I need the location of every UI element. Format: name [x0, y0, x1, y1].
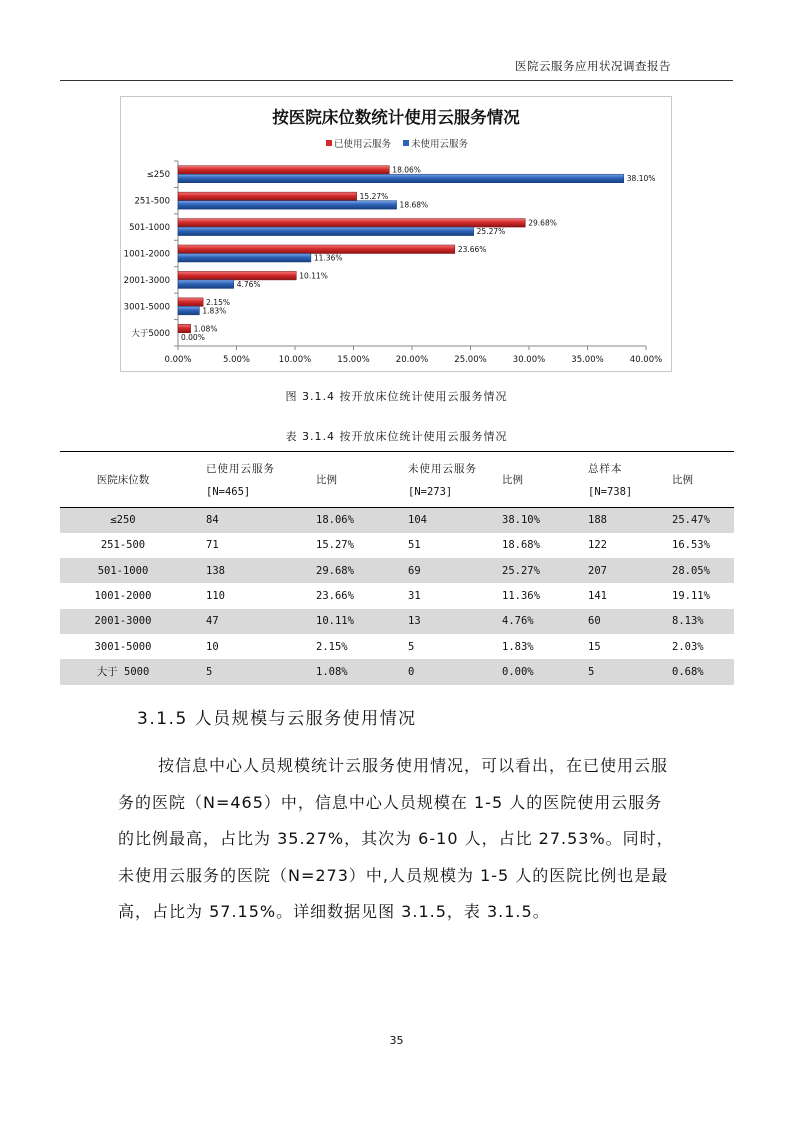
cell-total-ratio: 19.11% — [672, 590, 710, 603]
data-label: 4.76% — [236, 279, 261, 289]
bar-unused — [178, 201, 397, 210]
cell-total-count: 122 — [588, 539, 607, 552]
bed-count-table — [60, 451, 734, 685]
table-row — [60, 558, 734, 583]
table-row — [60, 659, 734, 684]
category-label: 1001-2000 — [123, 249, 170, 260]
chart-legend — [326, 138, 469, 150]
cell-unused-count: 0 — [408, 665, 415, 678]
cell-total-ratio: 28.05% — [672, 564, 710, 577]
header-total-ratio: 比例 — [672, 474, 693, 486]
cell-unused-ratio: 18.68% — [502, 539, 540, 552]
legend-swatch — [326, 140, 332, 146]
cell-used-count: 47 — [206, 615, 219, 628]
category-label: ≤250 — [146, 170, 170, 181]
cell-total-ratio: 2.03% — [672, 640, 704, 653]
cell-bed-count: 1001-2000 — [94, 590, 152, 603]
cell-used-count: 10 — [206, 640, 219, 653]
bar-used — [178, 192, 357, 201]
category-label: 大于5000 — [131, 328, 170, 339]
header-used — [200, 452, 310, 508]
cell-unused-ratio: 4.76% — [502, 615, 534, 628]
cell-bed-count: 2001-3000 — [94, 615, 152, 628]
bar-used — [178, 166, 389, 175]
chart-title: 按医院床位数统计使用云服务情况 — [272, 108, 520, 127]
bar-unused — [178, 306, 199, 315]
chart-plot-area — [124, 161, 663, 365]
category-label: 2001-3000 — [123, 275, 170, 286]
x-tick-label: 40.00% — [629, 355, 663, 365]
data-label: 23.66% — [457, 245, 487, 254]
bar-unused — [178, 280, 234, 289]
x-tick-label: 35.00% — [571, 355, 604, 365]
bar-unused — [178, 254, 311, 263]
cell-used-count: 71 — [206, 539, 219, 552]
cell-unused-ratio: 25.27% — [502, 564, 540, 577]
header-total-label: 总样本 — [588, 463, 623, 475]
bar-used — [178, 219, 525, 228]
cell-unused-ratio: 11.36% — [502, 590, 540, 603]
data-label: 15.27% — [359, 192, 389, 202]
data-label: 18.06% — [392, 165, 421, 175]
data-label: 1.08% — [193, 324, 218, 334]
cell-unused-ratio: 0.00% — [502, 665, 534, 678]
cell-total-ratio: 16.53% — [672, 539, 710, 552]
cell-used-count: 110 — [206, 590, 225, 603]
header-used-n: [N=465] — [206, 486, 251, 498]
cell-bed-count: 大于 5000 — [96, 666, 150, 679]
cell-used-ratio: 2.15% — [316, 640, 348, 653]
header-unused-n: [N=273] — [408, 486, 453, 498]
header-unused-label: 未使用云服务 — [408, 463, 477, 475]
table-header-row — [60, 452, 734, 508]
data-label: 29.68% — [528, 218, 557, 228]
data-label: 38.10% — [626, 174, 656, 184]
cell-bed-count: ≤250 — [110, 514, 136, 527]
cell-used-ratio: 10.11% — [316, 615, 354, 628]
category-label: 501-1000 — [129, 223, 170, 234]
cell-total-ratio: 8.13% — [672, 615, 704, 628]
data-label: 11.36% — [313, 253, 343, 263]
data-label: 18.68% — [399, 200, 429, 210]
cell-unused-count: 51 — [408, 539, 421, 552]
table-row — [60, 508, 734, 533]
cell-total-count: 207 — [588, 564, 607, 577]
cell-total-count: 5 — [588, 665, 595, 678]
cell-unused-count: 104 — [408, 514, 427, 527]
data-label: 1.83% — [202, 306, 227, 316]
table-body — [60, 508, 734, 685]
cell-bed-count: 251-500 — [100, 539, 146, 552]
header-total-n: [N=738] — [588, 486, 633, 498]
bar-used — [178, 298, 203, 307]
cell-used-ratio: 29.68% — [316, 564, 354, 577]
cell-total-count: 188 — [588, 514, 607, 527]
cell-unused-ratio: 1.83% — [502, 640, 534, 653]
x-tick-label: 5.00% — [222, 355, 251, 365]
table-row — [60, 634, 734, 659]
cell-used-ratio: 1.08% — [316, 665, 348, 678]
running-header: 医院云服务应用状况调查报告 — [515, 59, 671, 73]
cell-bed-count: 501-1000 — [97, 564, 149, 577]
section-title: 3.1.5 人员规模与云服务使用情况 — [137, 709, 417, 729]
page-number: 35 — [389, 1034, 404, 1047]
table-row — [60, 583, 734, 608]
x-tick-label: 0.00% — [164, 355, 192, 365]
cell-total-count: 60 — [588, 615, 601, 628]
x-tick-label: 25.00% — [454, 355, 487, 365]
legend-label: 未使用云服务 — [411, 139, 469, 150]
data-label: 2.15% — [206, 297, 230, 307]
bar-used — [178, 324, 191, 333]
cell-unused-count: 5 — [408, 640, 415, 653]
header-unused — [402, 452, 496, 508]
x-tick-label: 10.00% — [278, 355, 312, 365]
cell-unused-count: 31 — [408, 590, 421, 603]
header-total — [582, 452, 666, 508]
table-caption: 表 3.1.4 按开放床位统计使用云服务情况 — [285, 430, 508, 443]
bar-used — [178, 271, 296, 280]
bed-count-chart — [120, 96, 672, 372]
cell-total-count: 141 — [588, 590, 607, 603]
cell-unused-count: 69 — [408, 564, 421, 577]
header-rule — [60, 80, 733, 81]
cell-used-count: 138 — [206, 564, 225, 577]
header-unused-ratio: 比例 — [502, 474, 523, 486]
cell-used-count: 5 — [206, 665, 213, 678]
section-paragraph: 按信息中心人员规模统计云服务使用情况，可以看出，在已使用云服务的医院（N=465）中，信息中心人员规模在 1-5 人的医院使用云服务的比例最高，占比为 35.27%，其次为 6-10 人，占比 27.53%。同时，未使用云服务的医院（N=273）中,人员规模为 1-5 人的医院比例也是最高，占比为 57.15%。详细数据见图 3.1.5，表 3.1.5。 — [118, 756, 674, 921]
cell-total-ratio: 25.47% — [672, 514, 710, 527]
category-label: 251-500 — [134, 196, 170, 207]
cell-unused-ratio: 38.10% — [502, 514, 540, 527]
table-row — [60, 533, 734, 558]
cell-total-count: 15 — [588, 640, 601, 653]
bar-unused — [178, 174, 624, 183]
data-label: 0.00% — [181, 332, 205, 342]
data-label: 25.27% — [476, 227, 506, 237]
header-bed-count: 医院床位数 — [96, 474, 150, 486]
cell-used-ratio: 23.66% — [316, 590, 354, 603]
cell-unused-count: 13 — [408, 615, 421, 628]
cell-used-ratio: 15.27% — [316, 539, 354, 552]
x-tick-label: 30.00% — [512, 355, 546, 365]
chart-svg — [121, 97, 671, 371]
category-label: 3001-5000 — [123, 302, 170, 313]
legend-label: 已使用云服务 — [334, 139, 392, 150]
cell-used-ratio: 18.06% — [316, 514, 354, 527]
header-used-ratio: 比例 — [316, 474, 337, 486]
legend-swatch — [403, 140, 409, 146]
table-row — [60, 609, 734, 634]
figure-caption: 图 3.1.4 按开放床位统计使用云服务情况 — [285, 390, 508, 403]
bar-used — [178, 245, 455, 254]
header-used-label: 已使用云服务 — [206, 463, 275, 475]
cell-used-count: 84 — [206, 514, 219, 527]
bar-unused — [178, 227, 474, 236]
cell-total-ratio: 0.68% — [672, 665, 704, 678]
x-tick-label: 20.00% — [395, 355, 429, 365]
x-tick-label: 15.00% — [337, 355, 370, 365]
cell-bed-count: 3001-5000 — [94, 640, 152, 653]
data-label: 10.11% — [299, 271, 328, 281]
